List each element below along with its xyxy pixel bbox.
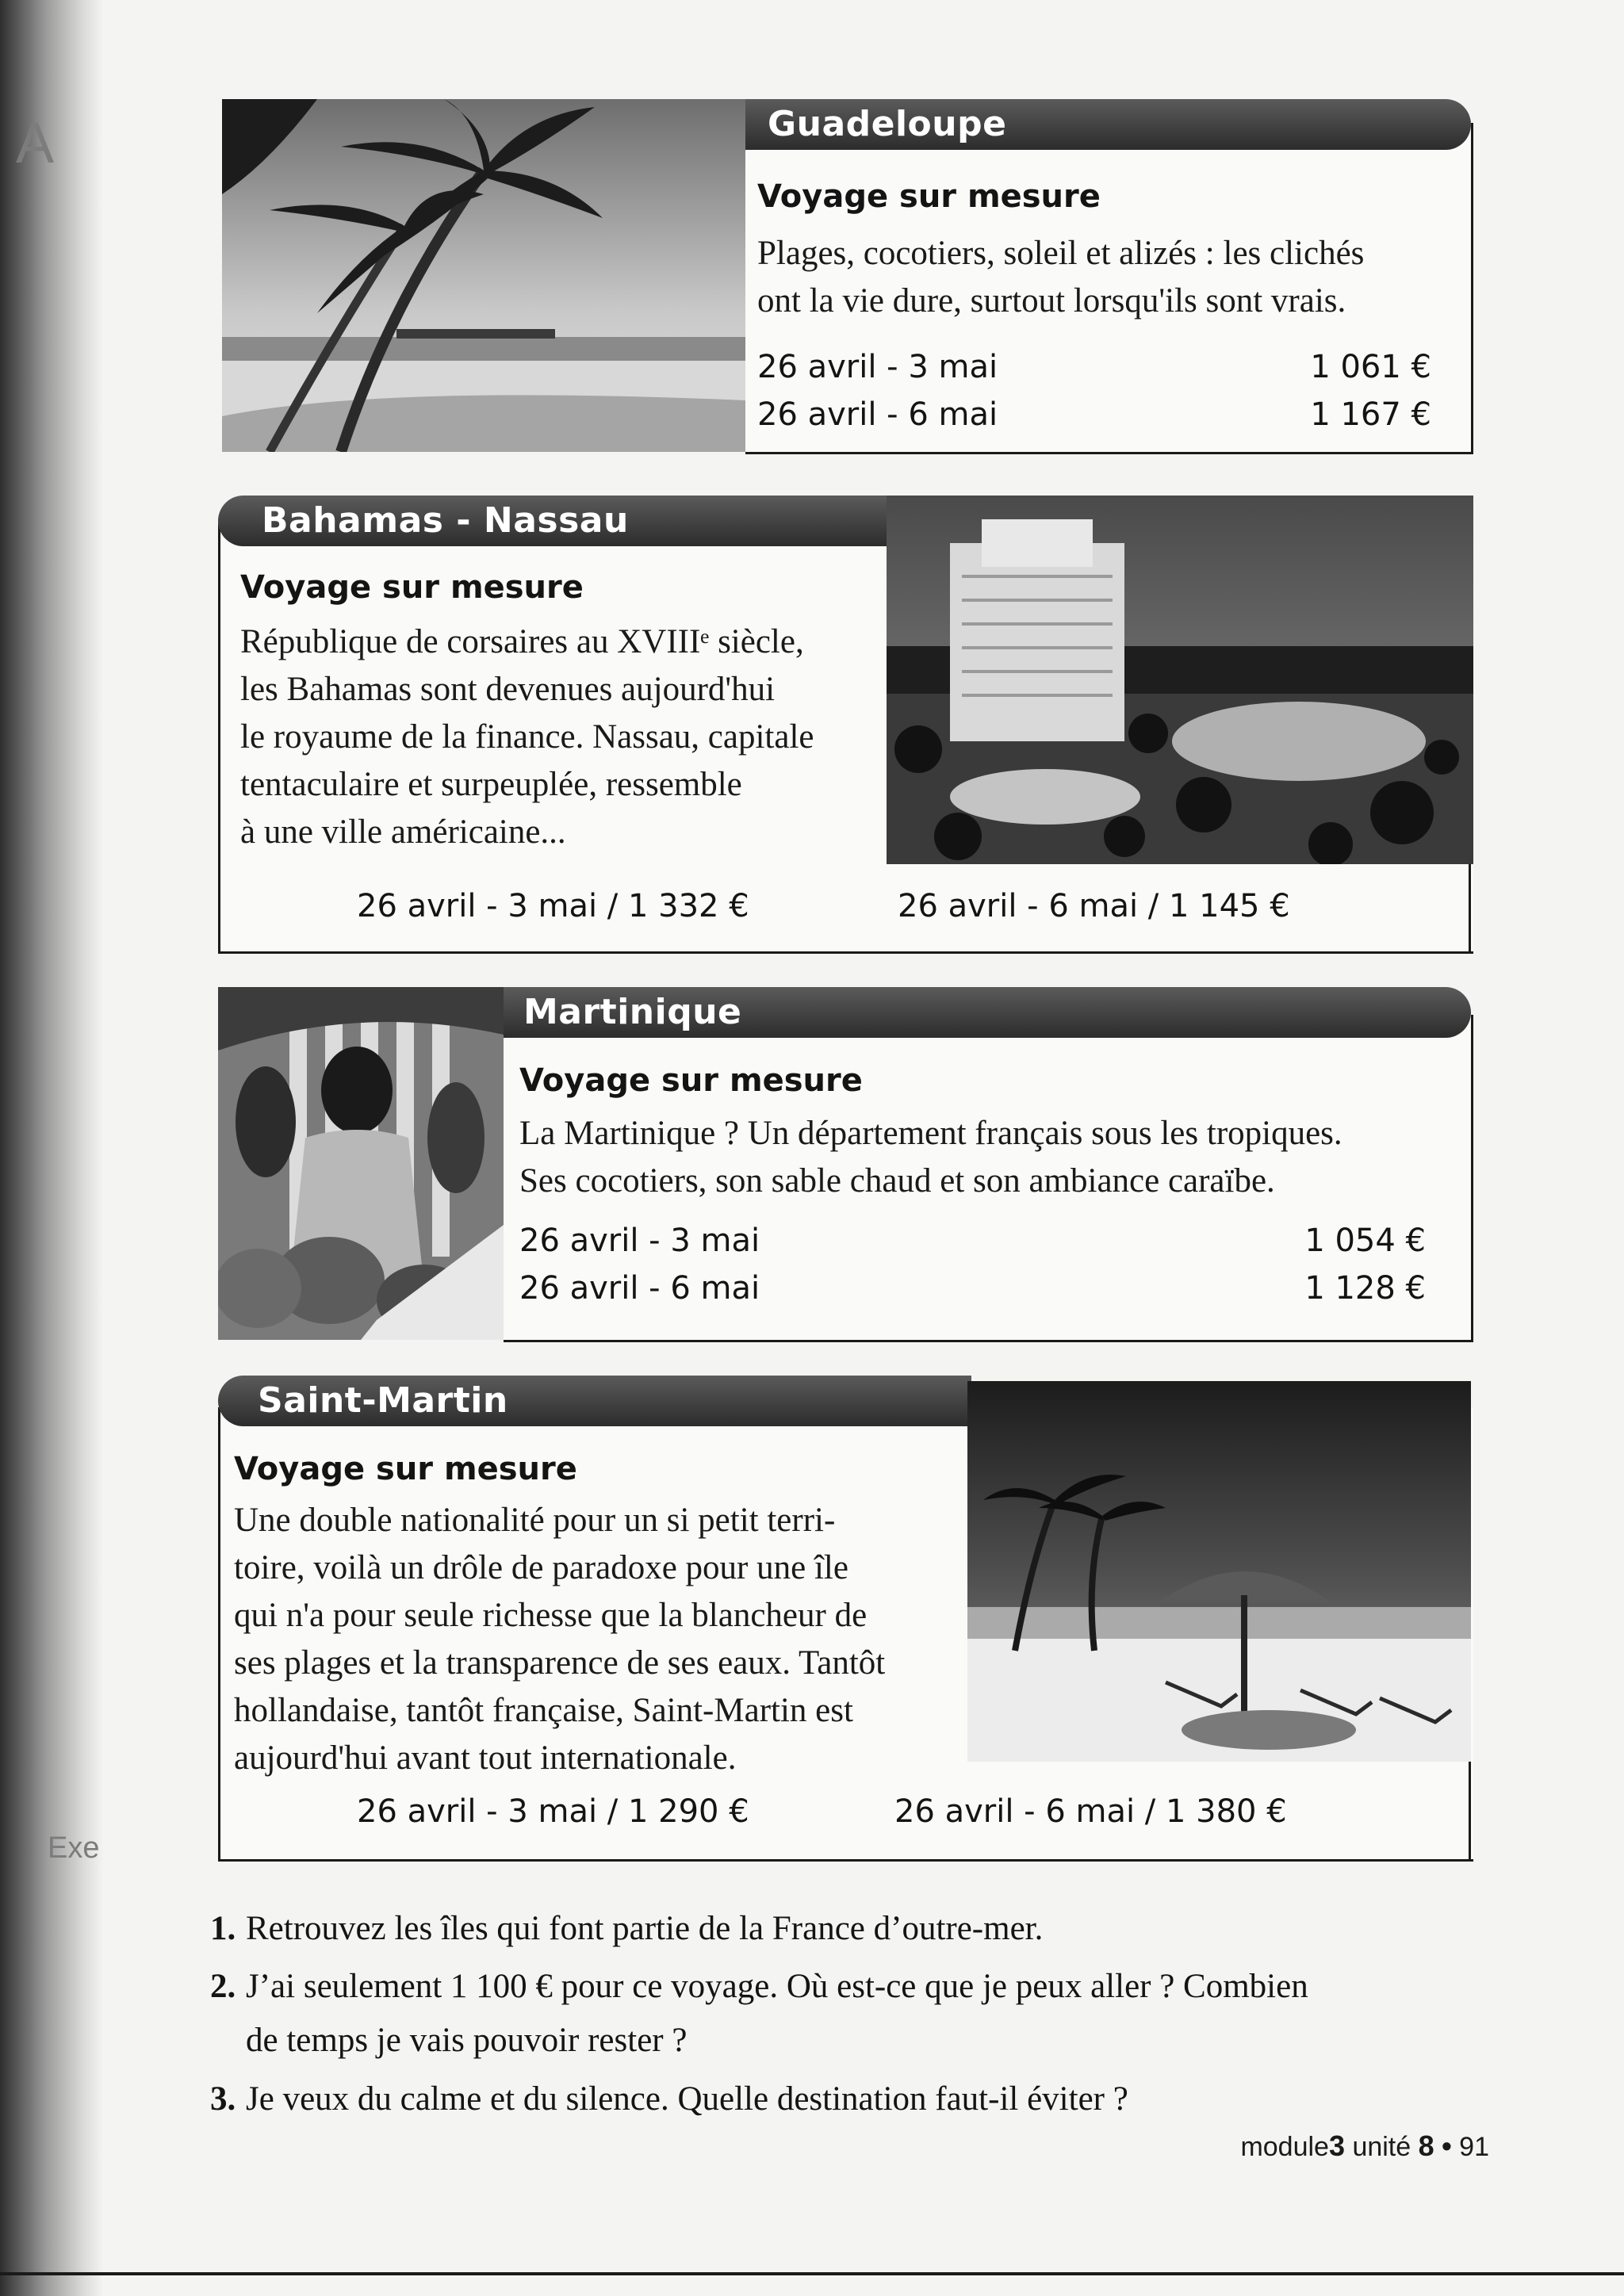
bahamas-description-line-5: à une ville américaine... xyxy=(240,813,566,851)
footer-unit-label: unité xyxy=(1352,2132,1411,2162)
price-amount: 1 128 € xyxy=(1304,1270,1426,1307)
bahamas-description-line-3: le royaume de la finance. Nassau, capitale xyxy=(240,718,814,756)
question-number: 3. xyxy=(210,2080,236,2118)
saint-martin-description-line-6: aujourd'hui avant tout internationale. xyxy=(234,1739,737,1777)
bahamas-description-line-1: République de corsaires au XVIIIᵉ siècle, xyxy=(240,623,804,660)
page-number: 91 xyxy=(1459,2132,1489,2162)
spine-mark-top: A xyxy=(16,112,55,175)
bahamas-banner: Bahamas - Nassau xyxy=(218,496,896,546)
footer-module-number: 3 xyxy=(1328,2130,1345,2162)
question-1 xyxy=(210,1905,1043,1953)
saint-martin-description-line-4: ses plages et la transparence de ses eaux. Tantôt xyxy=(234,1644,886,1682)
beach-umbrella-photo xyxy=(967,1381,1471,1762)
book-spine-shadow xyxy=(0,0,103,2296)
saint-martin-price-1: 26 avril - 3 mai / 1 290 € xyxy=(357,1793,749,1830)
saint-martin-description-line-1: Une double nationalité pour un si petit terri- xyxy=(234,1502,836,1539)
question-2 xyxy=(210,1963,1308,2011)
bahamas-price-2: 26 avril - 6 mai / 1 145 € xyxy=(898,888,1290,924)
question-number: 1. xyxy=(210,1910,236,1947)
martinique-description-line-1: La Martinique ? Un département français sous les tropiques. xyxy=(519,1115,1342,1152)
price-dates: 26 avril - 6 mai xyxy=(757,396,998,433)
bahamas-subtitle: Voyage sur mesure xyxy=(240,569,584,606)
footer-unit-number: 8 xyxy=(1418,2130,1434,2162)
price-amount: 1 061 € xyxy=(1310,349,1431,385)
footer-module-label: module xyxy=(1240,2132,1329,2162)
question-3 xyxy=(210,2076,1128,2123)
question-number: 2. xyxy=(210,1968,236,2005)
guadeloupe-banner: Guadeloupe xyxy=(745,99,1471,150)
guadeloupe-price-row-2 xyxy=(757,396,1431,433)
bahamas-box-right-edge xyxy=(1469,864,1471,954)
spine-mark-bottom: Exe xyxy=(48,1831,100,1865)
page-footer xyxy=(1240,2130,1489,2163)
saint-martin-banner: Saint-Martin xyxy=(218,1376,971,1426)
resort-hotel-photo xyxy=(887,496,1473,864)
guadeloupe-description-line-2: ont la vie dure, surtout lorsqu'ils sont vrais. xyxy=(757,282,1346,320)
question-text: Retrouvez les îles qui font partie de la France d’outre-mer. xyxy=(246,1910,1044,1947)
question-2-continued xyxy=(246,2017,687,2064)
price-dates: 26 avril - 6 mai xyxy=(519,1270,760,1307)
saint-martin-description-line-5: hollandaise, tantôt française, Saint-Martin est xyxy=(234,1692,853,1729)
price-dates: 26 avril - 3 mai xyxy=(757,349,998,385)
martinique-subtitle: Voyage sur mesure xyxy=(519,1062,863,1099)
bahamas-description-line-4: tentaculaire et surpeuplée, ressemble xyxy=(240,766,742,803)
martinique-banner: Martinique xyxy=(504,987,1471,1038)
martinique-price-row-1 xyxy=(519,1223,1426,1259)
price-amount: 1 167 € xyxy=(1310,396,1431,433)
question-text: J’ai seulement 1 100 € pour ce voyage. Où est-ce que je peux aller ? Combien xyxy=(246,1968,1308,2005)
saint-martin-description-line-2: toire, voilà un drôle de paradoxe pour une île xyxy=(234,1549,848,1586)
bahamas-description-line-2: les Bahamas sont devenues aujourd'hui xyxy=(240,671,776,708)
price-amount: 1 054 € xyxy=(1304,1223,1426,1259)
page-bottom-edge xyxy=(0,2272,1624,2275)
guadeloupe-price-row-1 xyxy=(757,349,1431,385)
footer-bullet: • xyxy=(1442,2130,1452,2162)
price-dates: 26 avril - 3 mai xyxy=(519,1223,760,1259)
saint-martin-price-2: 26 avril - 6 mai / 1 380 € xyxy=(894,1793,1287,1830)
question-text: de temps je vais pouvoir rester ? xyxy=(246,2022,688,2059)
guadeloupe-description-line-1: Plages, cocotiers, soleil et alizés : les clichés xyxy=(757,235,1365,272)
saint-martin-subtitle: Voyage sur mesure xyxy=(234,1451,577,1487)
martinique-price-row-2 xyxy=(519,1270,1426,1307)
question-text: Je veux du calme et du silence. Quelle destination faut-il éviter ? xyxy=(246,2080,1128,2118)
pineapple-market-photo xyxy=(218,987,504,1340)
saint-martin-description-line-3: qui n'a pour seule richesse que la blancheur de xyxy=(234,1597,868,1634)
martinique-description-line-2: Ses cocotiers, son sable chaud et son ambiance caraïbe. xyxy=(519,1162,1275,1200)
bahamas-price-1: 26 avril - 3 mai / 1 332 € xyxy=(357,888,749,924)
palm-beach-photo xyxy=(222,99,745,452)
saint-martin-box-right-edge xyxy=(1469,1760,1471,1862)
guadeloupe-subtitle: Voyage sur mesure xyxy=(757,178,1101,215)
